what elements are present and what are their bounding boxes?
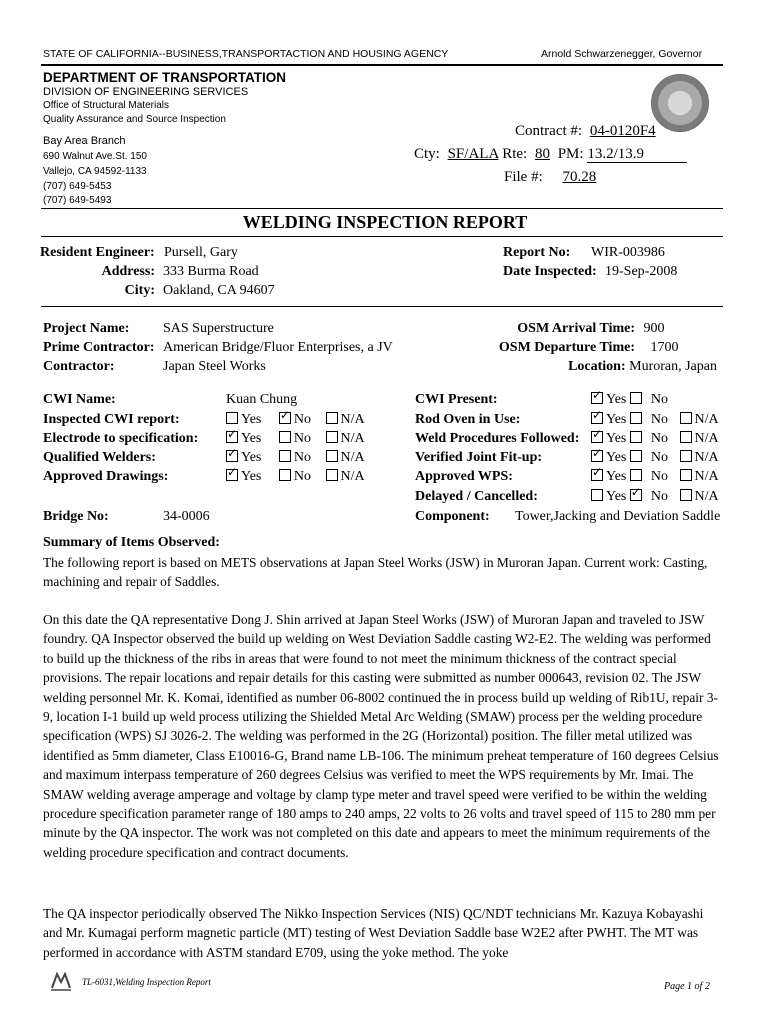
- route-label: Rte:: [502, 146, 528, 162]
- summary-text-3: The QA inspector periodically observed The Nikko Inspection Services (NIS) QC/NDT technicians Mr. Kazuya Kobayashi and Mr. Kumagai perform magnetic particle (MT) testing of West Deviation Saddle base W2E2 after PWHT. The MT was performed in accordance with ASTM standard E709, using the yoke method. The yoke: [43, 906, 704, 960]
- weld-procedures-no-checkbox[interactable]: [630, 431, 642, 443]
- summary-heading: Summary of Items Observed:: [43, 535, 220, 550]
- weld-procedures-yes-checkbox[interactable]: [591, 431, 603, 443]
- summary-text-1: The following report is based on METS observations at Japan Steel Works (JSW) in Muroran Japan. Current work: Casting, machining and repair of Saddles.: [43, 555, 708, 590]
- option-na: N/A: [340, 469, 365, 484]
- option-no: No: [293, 469, 311, 484]
- file-value: 70.28: [562, 169, 597, 185]
- option-na: N/A: [340, 431, 365, 446]
- rod-oven-options: [591, 412, 719, 428]
- file-number: [504, 169, 596, 186]
- report-no-label: Report No:: [503, 245, 571, 260]
- joint-fitup-label: Verified Joint Fit-up:: [415, 450, 543, 465]
- cwi-present-no-checkbox[interactable]: [630, 392, 642, 404]
- approved-drawings-options: [226, 469, 365, 485]
- approved-drawings-na-checkbox[interactable]: [326, 469, 338, 481]
- form-number: TL-6031,Welding Inspection Report: [82, 977, 211, 987]
- summary-paragraph-2: [43, 610, 723, 862]
- address-label: Address:: [101, 264, 155, 279]
- option-yes: Yes: [606, 392, 627, 407]
- approved-wps-options: [591, 469, 719, 485]
- contractor-label: Contractor:: [43, 359, 115, 374]
- approved-wps-label: Approved WPS:: [415, 469, 513, 484]
- option-no: No: [650, 469, 668, 484]
- rod-oven-na-checkbox[interactable]: [680, 412, 692, 424]
- county-route-pm: [414, 146, 687, 163]
- qualified-welders-no-checkbox[interactable]: [279, 450, 291, 462]
- option-na: N/A: [340, 412, 365, 427]
- contract-label: Contract #:: [515, 123, 583, 139]
- governor-line: Arnold Schwarzenegger, Governor: [541, 48, 703, 60]
- caltrans-logo-icon: [49, 970, 73, 992]
- city-value: Oakland, CA 94607: [163, 283, 275, 298]
- engineer-value: Pursell, Gary: [164, 245, 238, 260]
- inspected-cwi-label: Inspected CWI report:: [43, 412, 180, 427]
- branch-street: 690 Walnut Ave.St. 150: [43, 151, 147, 162]
- prime-contractor-value: American Bridge/Fluor Enterprises, a JV: [163, 340, 393, 355]
- option-yes: Yes: [606, 489, 627, 504]
- option-no: No: [650, 450, 668, 465]
- page-current: 1: [687, 981, 693, 992]
- joint-fitup-no-checkbox[interactable]: [630, 450, 642, 462]
- option-na: N/A: [694, 489, 719, 504]
- component-label: Component:: [415, 509, 490, 524]
- delayed-cancelled-na-checkbox[interactable]: [680, 489, 692, 501]
- page-of: of: [694, 981, 703, 992]
- inspected-cwi-yes-checkbox[interactable]: [226, 412, 238, 424]
- route-value: 80: [534, 146, 550, 162]
- date-label: Date Inspected:: [503, 264, 597, 279]
- joint-fitup-na-checkbox[interactable]: [680, 450, 692, 462]
- osm-departure-label: OSM Departure Time:: [498, 340, 635, 355]
- title-bottom-rule: [41, 236, 723, 237]
- report-title: WELDING INSPECTION REPORT: [242, 212, 528, 232]
- osm-arrival-value: 900: [643, 321, 665, 336]
- page-total: 2: [704, 981, 710, 992]
- electrode-na-checkbox[interactable]: [326, 431, 338, 443]
- option-yes: Yes: [606, 431, 627, 446]
- rod-oven-yes-checkbox[interactable]: [591, 412, 603, 424]
- osm-arrival: [470, 321, 665, 337]
- rod-oven-no-checkbox[interactable]: [630, 412, 642, 424]
- option-no: No: [650, 489, 668, 504]
- option-no: No: [293, 412, 311, 427]
- county-label: Cty:: [414, 146, 440, 162]
- electrode-label: Electrode to specification:: [43, 431, 199, 446]
- branch: Bay Area Branch: [43, 135, 126, 147]
- division: DIVISION OF ENGINEERING SERVICES: [43, 86, 249, 98]
- option-no: No: [650, 392, 668, 407]
- state-seal: [651, 74, 709, 132]
- cwi-present-options: [591, 392, 668, 408]
- option-no: No: [650, 431, 668, 446]
- delayed-cancelled-options: [591, 489, 719, 505]
- approved-wps-no-checkbox[interactable]: [630, 469, 642, 481]
- summary-paragraph-3: [43, 904, 723, 962]
- page-number: [664, 981, 710, 992]
- component-value: Tower,Jacking and Deviation Saddle: [515, 509, 721, 524]
- contract-number: [515, 123, 656, 140]
- page-prefix: Page: [664, 981, 685, 992]
- contractor-value: Japan Steel Works: [163, 359, 266, 374]
- weld-procedures-label: Weld Procedures Followed:: [415, 431, 580, 446]
- cwi-name-value: Kuan Chung: [226, 392, 298, 407]
- title-top-rule: [41, 208, 723, 209]
- prime-contractor-label: Prime Contractor:: [43, 340, 155, 355]
- osm-arrival-label: OSM Arrival Time:: [517, 321, 635, 336]
- electrode-yes-checkbox[interactable]: [226, 431, 238, 443]
- top-rule: [41, 64, 723, 66]
- office: Office of Structural Materials: [43, 100, 169, 111]
- summary-text-2: On this date the QA representative Dong J. Shin arrived at Japan Steel Works (JSW) of Muroran Japan and traveled to JSW foundry. QA Inspector observed the build up welding on West Deviation Saddle casting W2-E2. The welding was performed to build up the thickness of the ribs in areas that were found to not meet the minimum thickness of the contract special provisions. The repair locations and repair details for this casting were submitted as number 000643, revision 02. The JSW welding personnel Mr. K. Komai, identified as number 06-8002 continued the in process build up welding of Rib1U, repair 3-9, location I-1 build up weld process utilizing the Shielded Metal Arc Welding (SMAW) process per the welding procedure specification (WPS) SJ 3026-2. The welding was performed in the 2G (Horizontal) position. The filler metal utilized was identified as 5mm diameter, Class E10016-G, Brand name LB-106. The minimum preheat temperature of 160 degrees Celsius and maximum interpass temperature of 260 degrees Celsius was verified to meet the WPS requirements by Mr. Imai. The SMAW welding average amperage and voltage by clamp type meter and travel speed were verified to be within the welding procedure specification parameter range of 180 amps to 240 amps, 22 volts to 26 volts and travel speed of 115 to 280 mm per minute by the QA inspector. The work was not completed on this date and appears to meet the minimum requirements of the welding procedure specification and contract documents.: [43, 612, 719, 860]
- bridge-no-label: Bridge No:: [43, 509, 109, 524]
- pm-label: PM:: [557, 146, 584, 162]
- electrode-options: [226, 431, 365, 447]
- cwi-present-label: CWI Present:: [415, 392, 498, 407]
- option-na: N/A: [694, 431, 719, 446]
- cwi-name-label: CWI Name:: [43, 392, 116, 407]
- option-no: No: [293, 431, 311, 446]
- approved-drawings-yes-checkbox[interactable]: [226, 469, 238, 481]
- option-na: N/A: [694, 469, 719, 484]
- option-yes: Yes: [606, 450, 627, 465]
- location: [540, 359, 717, 375]
- option-na: N/A: [694, 412, 719, 427]
- phone-1: (707) 649-5453: [43, 181, 112, 192]
- department-title: DEPARTMENT OF TRANSPORTATION: [43, 70, 286, 85]
- delayed-cancelled-label: Delayed / Cancelled:: [415, 489, 538, 504]
- inspected-cwi-na-checkbox[interactable]: [326, 412, 338, 424]
- pm-value: 13.2/13.9: [587, 147, 687, 163]
- project-name-label: Project Name:: [43, 321, 130, 336]
- phone-2: (707) 649-5493: [43, 195, 112, 206]
- location-label: Location:: [568, 359, 626, 374]
- joint-fitup-options: [591, 450, 719, 466]
- delayed-cancelled-no-checkbox[interactable]: [630, 489, 642, 501]
- qualified-welders-na-checkbox[interactable]: [326, 450, 338, 462]
- approved-drawings-label: Approved Drawings:: [43, 469, 169, 484]
- osm-departure-value: 1700: [650, 340, 679, 355]
- electrode-no-checkbox[interactable]: [279, 431, 291, 443]
- report-no-value: WIR-003986: [591, 245, 665, 260]
- approved-drawings-no-checkbox[interactable]: [279, 469, 291, 481]
- option-yes: Yes: [606, 412, 627, 427]
- address-value: 333 Burma Road: [163, 264, 259, 279]
- rod-oven-label: Rod Oven in Use:: [415, 412, 521, 427]
- location-value: Muroran, Japan: [629, 359, 717, 374]
- approved-wps-na-checkbox[interactable]: [680, 469, 692, 481]
- engineer-rule: [41, 306, 723, 307]
- qualified-welders-yes-checkbox[interactable]: [226, 450, 238, 462]
- project-name-value: SAS Superstructure: [163, 321, 274, 336]
- option-no: No: [293, 450, 311, 465]
- agency-line: STATE OF CALIFORNIA--BUSINESS,TRANSPORTACTION AND HOUSING AGENCY: [43, 48, 449, 60]
- inspected-cwi-no-checkbox[interactable]: [279, 412, 291, 424]
- option-yes: Yes: [241, 412, 262, 427]
- option-yes: Yes: [241, 431, 262, 446]
- option-yes: Yes: [606, 469, 627, 484]
- weld-procedures-options: [591, 431, 719, 447]
- delayed-cancelled-yes-checkbox[interactable]: [591, 489, 603, 501]
- city-label: City:: [124, 283, 155, 298]
- cwi-present-yes-checkbox[interactable]: [591, 392, 603, 404]
- option-no: No: [650, 412, 668, 427]
- qualified-welders-options: [226, 450, 365, 466]
- joint-fitup-yes-checkbox[interactable]: [591, 450, 603, 462]
- option-yes: Yes: [241, 469, 262, 484]
- option-na: N/A: [340, 450, 365, 465]
- engineer-label: Resident Engineer:: [40, 245, 155, 260]
- county-value: SF/ALA: [447, 146, 499, 162]
- inspected-cwi-options: [226, 412, 365, 428]
- summary-paragraph-1: [43, 553, 723, 592]
- file-label: File #:: [504, 169, 543, 185]
- date-value: 19-Sep-2008: [605, 264, 678, 279]
- qualified-welders-label: Qualified Welders:: [43, 450, 156, 465]
- qa-office: Quality Assurance and Source Inspection: [43, 114, 226, 125]
- branch-city: Vallejo, CA 94592-1133: [43, 166, 147, 177]
- contract-value: 04-0120F4: [589, 123, 656, 139]
- bridge-no-value: 34-0006: [163, 509, 210, 524]
- osm-departure: [470, 340, 679, 356]
- option-na: N/A: [694, 450, 719, 465]
- weld-procedures-na-checkbox[interactable]: [680, 431, 692, 443]
- approved-wps-yes-checkbox[interactable]: [591, 469, 603, 481]
- option-yes: Yes: [241, 450, 262, 465]
